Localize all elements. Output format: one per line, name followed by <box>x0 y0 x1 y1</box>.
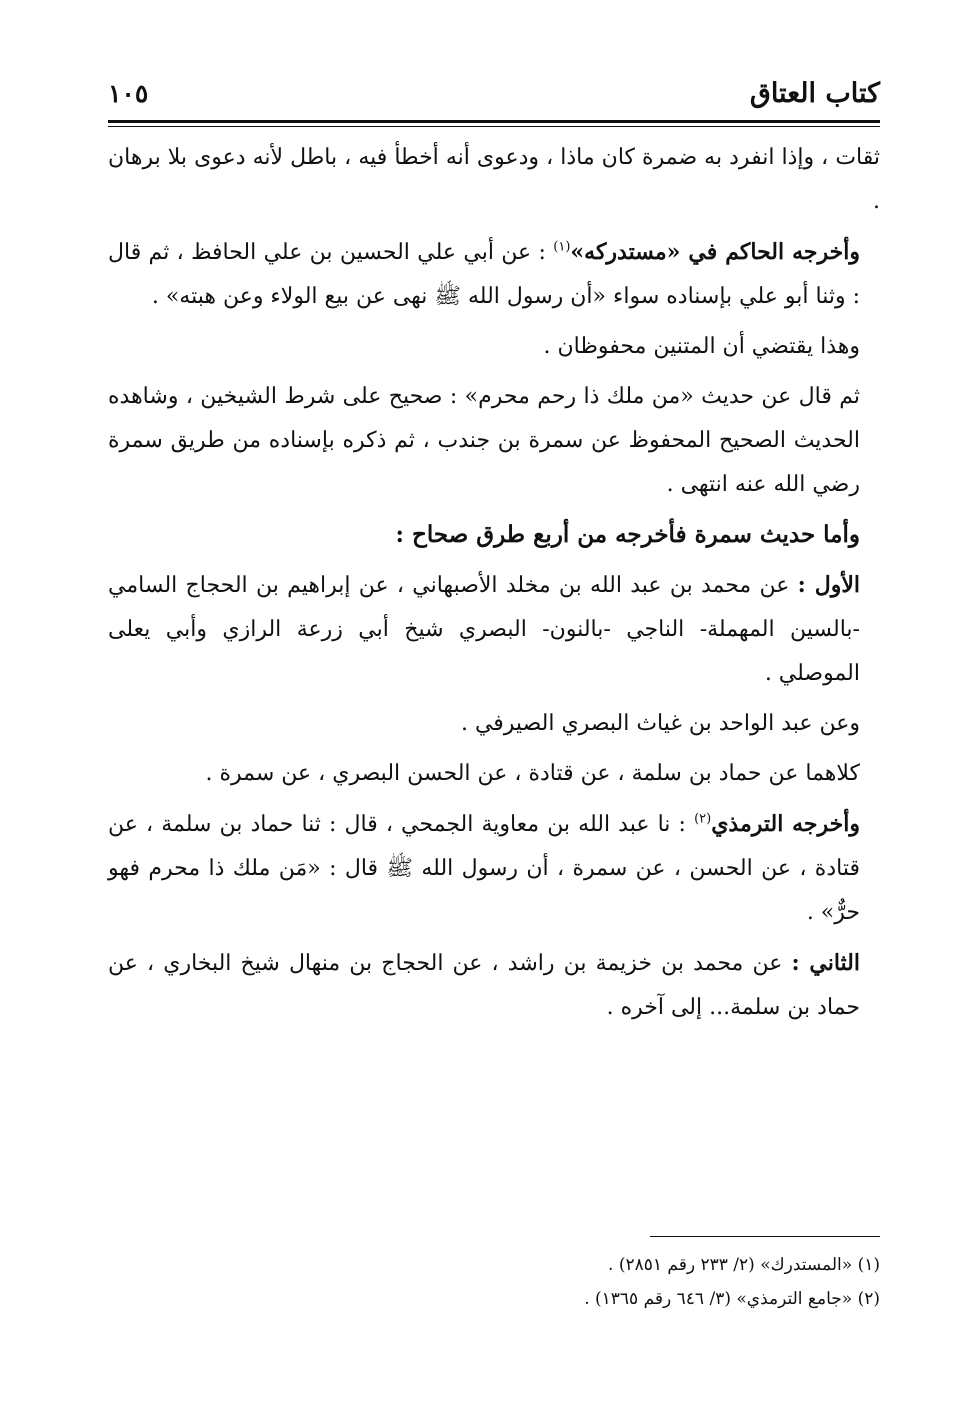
page-header <box>108 74 880 118</box>
paragraph <box>108 375 880 507</box>
paragraph <box>108 752 880 796</box>
page <box>108 0 880 1413</box>
paragraph <box>108 325 880 369</box>
paragraph <box>108 941 880 1030</box>
paragraph <box>108 563 880 696</box>
header-rule-thick <box>108 120 880 123</box>
footnote-rule <box>650 1236 880 1237</box>
paragraph-lead: وأخرجه الترمذي <box>711 811 860 837</box>
paragraph <box>108 702 880 746</box>
footnote-ref: (١) <box>553 239 571 255</box>
paragraph-text: كلاهما عن حماد بن سلمة ، عن قتادة ، عن الحسن البصري ، عن سمرة . <box>205 761 860 786</box>
paragraph-text: ثم قال عن حديث «من ملك ذا رحم محرم» : صحيح على شرط الشيخين ، وشاهده الحديث الصحيح المحفوظ عن سمرة بن جندب ، ثم ذكره بإسناده من طريق سمرة رضي الله عنه انتهى . <box>108 384 860 497</box>
body-text <box>108 136 880 1036</box>
paragraph-lead: الثاني : <box>791 950 860 976</box>
paragraph-text: وهذا يقتضي أن المتنين محفوظان . <box>543 334 860 359</box>
paragraph-lead: وأخرجه الحاكم في «مستدركه» <box>570 239 860 265</box>
footnotes <box>108 1248 880 1316</box>
footnote: (١) «المستدرك» (٢/ ٢٣٣ رقم ٢٨٥١) . <box>608 1255 880 1275</box>
page-number: ١٠٥ <box>108 79 149 108</box>
paragraph <box>108 802 880 935</box>
paragraph-text: : عن أبي علي الحسين بن علي الحافظ ، ثم قال : وثنا أبو علي بإسناده سواء «أن رسول الله ﷺ نهى عن بيع الولاء وعن هبته» . <box>108 240 860 309</box>
footnote-ref: (٢) <box>694 811 712 827</box>
paragraph <box>108 230 880 319</box>
footnote: (٢) «جامع الترمذي» (٣/ ٦٤٦ رقم ١٣٦٥) . <box>584 1289 880 1309</box>
paragraph-lead: الأول : <box>797 572 860 598</box>
header-rule-thin <box>108 126 880 127</box>
paragraph-text: ثقات ، وإذا انفرد به ضمرة كان ماذا ، ودعوى أنه أخطأ فيه ، باطل لأنه دعوى بلا برهان . <box>108 145 880 214</box>
section-heading: وأما حديث سمرة فأخرجه من أربع طرق صحاح : <box>395 521 860 548</box>
paragraph-text: عن محمد بن عبد الله بن مخلد الأصبهاني ، عن إبراهيم بن الحجاج السامي -بالسين المهملة- الناجي -بالنون- البصري شيخ أبي زرعة الرازي وأبي يعلى الموصلي . <box>108 573 860 686</box>
paragraph-text: : نا عبد الله بن معاوية الجمحي ، قال : ثنا حماد بن سلمة ، عن قتادة ، عن الحسن ، عن سمرة ، أن رسول الله ﷺ قال : «مَن ملك ذا محرم فهو حرٌّ» . <box>108 812 860 925</box>
chapter-title: كتاب العتاق <box>749 78 880 109</box>
paragraph-text: وعن عبد الواحد بن غياث البصري الصيرفي . <box>460 711 860 736</box>
paragraph-text: عن محمد بن خزيمة بن راشد ، عن الحجاج بن منهال شيخ البخاري ، عن حماد بن سلمة... إلى آخره . <box>108 951 860 1020</box>
paragraph <box>108 136 880 224</box>
